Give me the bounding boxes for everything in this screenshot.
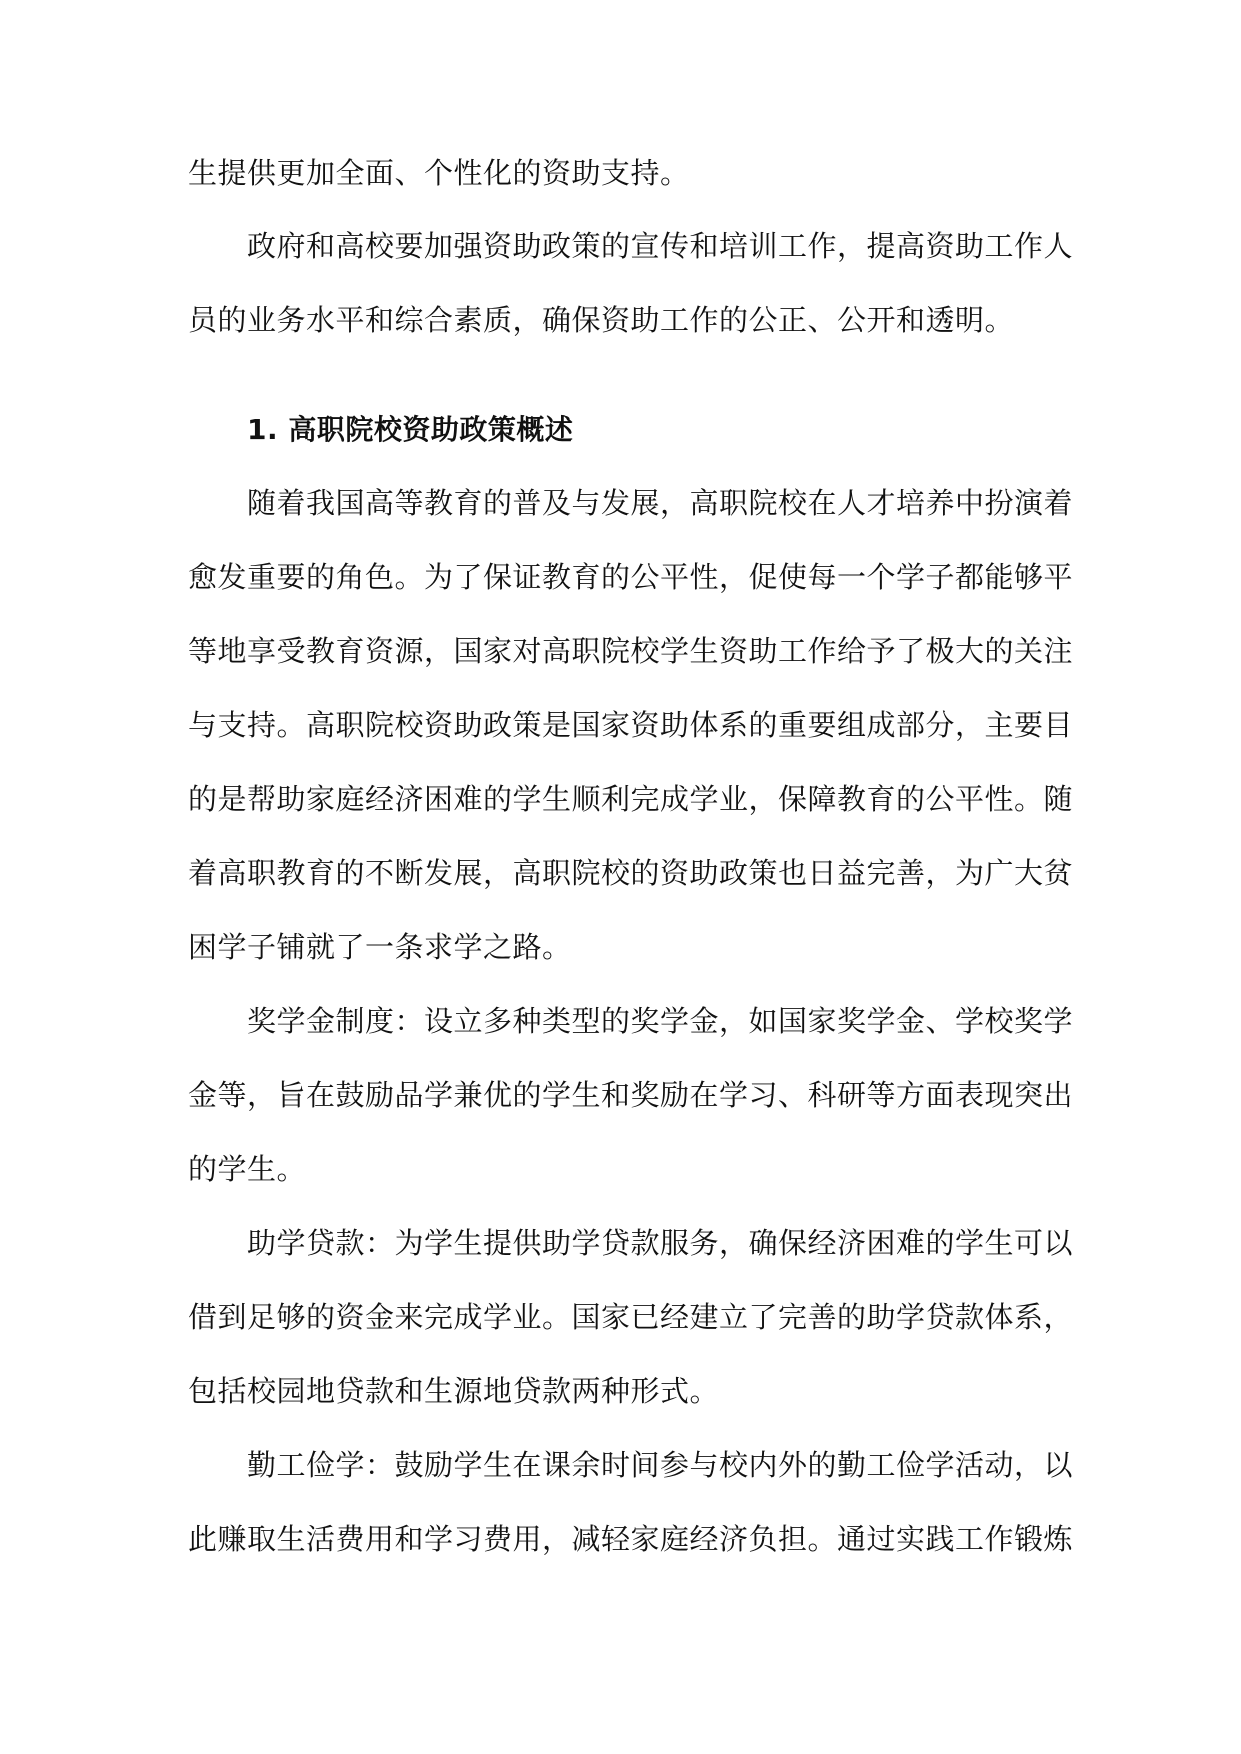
text-line: 的是帮助家庭经济困难的学生顺利完成学业，保障教育的公平性。随: [188, 782, 1074, 816]
text-line: 借到足够的资金来完成学业。国家已经建立了完善的助学贷款体系，: [188, 1300, 1074, 1334]
text-line: 等地享受教育资源，国家对高职院校学生资助工作给予了极大的关注: [188, 634, 1074, 668]
text-line: 困学子铺就了一条求学之路。: [188, 930, 572, 964]
text-line: 与支持。高职院校资助政策是国家资助体系的重要组成部分，主要目: [188, 708, 1074, 742]
section-heading: 1. 高职院校资助政策概述: [247, 413, 574, 446]
text-line: 金等，旨在鼓励品学兼优的学生和奖励在学习、科研等方面表现突出: [188, 1078, 1074, 1112]
text-line: 员的业务水平和综合素质，确保资助工作的公正、公开和透明。: [188, 303, 1015, 337]
text-line: 愈发重要的角色。为了保证教育的公平性，促使每一个学子都能够平: [188, 560, 1074, 594]
text-line: 此赚取生活费用和学习费用，减轻家庭经济负担。通过实践工作锻炼: [188, 1522, 1074, 1556]
text-line: 勤工俭学：鼓励学生在课余时间参与校内外的勤工俭学活动，以: [247, 1448, 1074, 1482]
text-line: 奖学金制度：设立多种类型的奖学金，如国家奖学金、学校奖学: [247, 1004, 1074, 1038]
text-line: 包括校园地贷款和生源地贷款两种形式。: [188, 1374, 720, 1408]
text-line: 随着我国高等教育的普及与发展，高职院校在人才培养中扮演着: [247, 486, 1074, 520]
text-line: 生提供更加全面、个性化的资助支持。: [188, 156, 690, 190]
text-line: 政府和高校要加强资助政策的宣传和培训工作，提高资助工作人: [247, 229, 1074, 263]
text-line: 的学生。: [188, 1152, 307, 1186]
text-line: 着高职教育的不断发展，高职院校的资助政策也日益完善，为广大贫: [188, 856, 1074, 890]
text-line: 助学贷款：为学生提供助学贷款服务，确保经济困难的学生可以: [247, 1226, 1074, 1260]
